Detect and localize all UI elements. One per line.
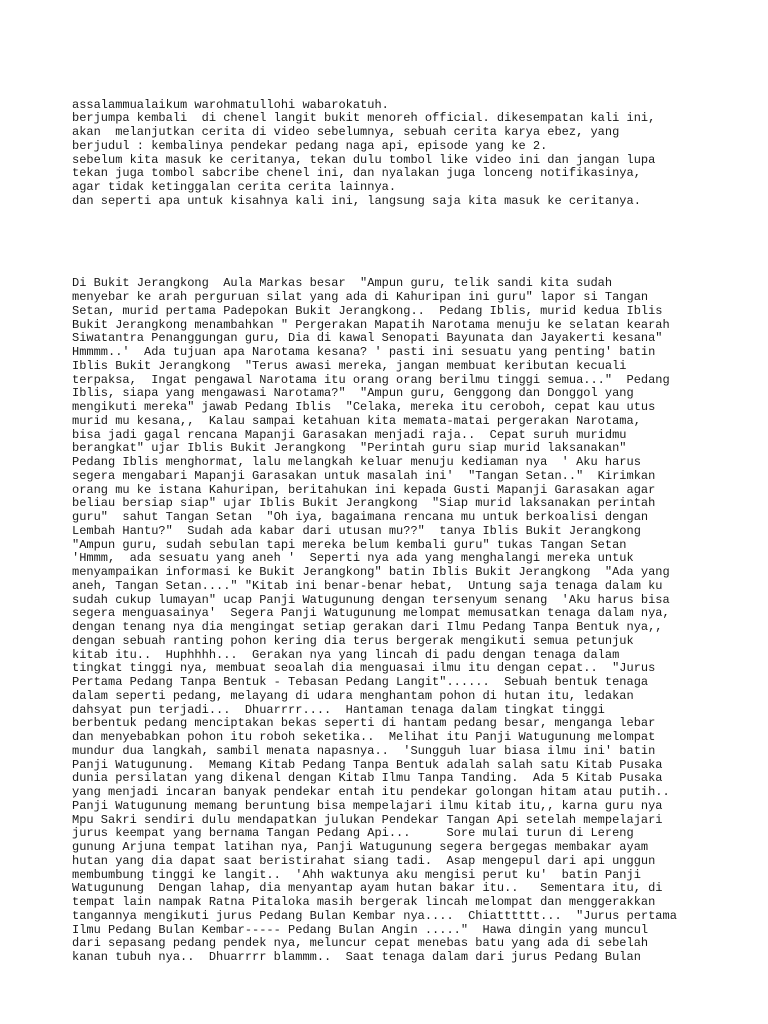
text-line: dalam seperti pedang, melayang di udara menghantam pohon di hutan itu, ledakan bbox=[72, 688, 634, 703]
text-line: Di Bukit Jerangkong Aula Markas besar "Ampun guru, telik sandi kita sudah bbox=[72, 276, 613, 291]
text-line: berangkat" ujar Iblis Bukit Jerangkong "Perintah guru siap murid laksanakan" bbox=[72, 441, 627, 456]
text-line: Watugunung Dengan lahap, dia menyantap ayam hutan bakar itu.. Sementara itu, di bbox=[72, 881, 663, 896]
text-line: akan melanjutkan cerita di video sebelumnya, sebuah cerita karya ebez, yang bbox=[72, 125, 620, 139]
intro-paragraph bbox=[72, 99, 712, 209]
text-line: tingkat tinggi nya, membuat seoalah dia menguasai ilmu itu dengan cepat.. "Jurus bbox=[72, 661, 656, 676]
text-line: dengan tenang nya dia mengingat setiap gerakan dari Ilmu Pedang Tanpa Bentuk nya,, bbox=[72, 620, 663, 634]
text-line: Hmmmm..' Ada tujuan apa Narotama kesana? ' pasti ini sesuatu yang penting' batin bbox=[72, 345, 656, 359]
text-line: dari sepasang pedang pendek nya, meluncur cepat menebas batu yang ada di sebelah bbox=[72, 936, 649, 951]
text-line: kitab itu.. Huphhhh... Gerakan nya yang lincah di padu dengan tenaga dalam bbox=[72, 647, 620, 662]
text-line: berjumpa kembali di chenel langit bukit menoreh official. dikesempatan kali ini, bbox=[72, 111, 656, 126]
text-line: membumbung tinggi ke langit.. 'Ahh waktunya aku mengisi perut ku' batin Panji bbox=[72, 867, 641, 882]
text-line: segera menguasainya' Segera Panji Watugunung melompat memusatkan tenaga dalam nya, bbox=[72, 606, 670, 621]
text-line: aneh, Tangan Setan...." "Kitab ini benar-benar hebat, Untung saja tenaga dalam ku bbox=[72, 578, 663, 593]
text-line: 'Hmmm, ada sesuatu yang aneh ' Seperti nya ada yang menghalangi mereka untuk bbox=[72, 551, 634, 566]
text-line: murid mu kesana,, Kalau sampai ketahuan kita memata-matai pergerakan Narotama, bbox=[72, 413, 641, 428]
text-line: mengikuti mereka" jawab Pedang Iblis "Celaka, mereka itu ceroboh, cepat kau utus bbox=[72, 400, 656, 414]
text-line: orang mu ke istana Kahuripan, beritahukan ini kepada Gusti Mapanji Garasakan agar bbox=[72, 482, 656, 497]
text-line: agar tidak ketinggalan cerita cerita lainnya. bbox=[72, 180, 397, 194]
text-line: Siwatantra Penanggungan guru, Dia di kawal Senopati Bayunata dan Jayakerti kesana" bbox=[72, 331, 663, 346]
text-line: tekan juga tombol sabcribe chenel ini, dan nyalakan juga lonceng notifikasinya, bbox=[72, 166, 641, 181]
text-line: guru" sahut Tangan Setan "Oh iya, bagaimana rencana mu untuk berkoalisi dengan bbox=[72, 510, 649, 524]
text-line: gunung Arjuna tempat latihan nya, Panji Watugunung segera bergegas membakar ayam bbox=[72, 840, 649, 854]
text-line: sudah cukup lumayan" ucap Panji Watugunung dengan tersenyum senang 'Aku harus bisa bbox=[72, 592, 670, 607]
text-line: berbentuk pedang menciptakan bekas seperti di hantam pedang besar, menganga lebar bbox=[72, 716, 656, 731]
text-line: Iblis Bukit Jerangkong "Terus awasi mereka, jangan membuat keributan kecuali bbox=[72, 358, 627, 373]
text-line: menyampaikan informasi ke Bukit Jerangkong" batin Iblis Bukit Jerangkong "Ada yang bbox=[72, 565, 670, 579]
text-line: dan menyebabkan pohon itu roboh seketika.. Melihat itu Panji Watugunung melompat bbox=[72, 730, 656, 744]
text-line: menyebar ke arah perguruan silat yang ada di Kahuripan ini guru" lapor si Tangan bbox=[72, 290, 649, 304]
text-line: Pertama Pedang Tanpa Bentuk - Tebasan Pedang Langit"...... Sebuah bentuk tenaga bbox=[72, 675, 649, 689]
text-line: jurus keempat yang bernama Tangan Pedang Api... Sore mulai turun di Lereng bbox=[72, 826, 634, 841]
text-line: beliau bersiap siap" ujar Iblis Bukit Jerangkong "Siap murid laksanakan perintah bbox=[72, 496, 656, 511]
text-line: Panji Watugunung memang beruntung bisa mempelajari ilmu kitab itu,, karna guru nya bbox=[72, 798, 663, 813]
text-line: Ilmu Pedang Bulan Kembar----- Pedang Bulan Angin ....." Hawa dingin yang muncul bbox=[72, 922, 649, 937]
text-line: dan seperti apa untuk kisahnya kali ini, langsung saja kita masuk ke ceritanya. bbox=[72, 193, 641, 208]
text-line: yang menjadi incaran banyak pendekar entah itu pendekar golongan hitam atau putih.. bbox=[72, 785, 670, 799]
text-line: Setan, murid pertama Padepokan Bukit Jerangkong.. Pedang Iblis, murid kedua Iblis bbox=[72, 303, 663, 318]
text-line: Bukit Jerangkong menambahkan " Pergerakan Mapatih Narotama menuju ke selatan kearah bbox=[72, 317, 670, 332]
text-line: tangannya mengikuti jurus Pedang Bulan Kembar nya.... Chiatttttt... "Jurus pertama bbox=[72, 908, 677, 923]
text-line: berjudul : kembalinya pendekar pedang naga api, episode yang ke 2. bbox=[72, 138, 548, 153]
text-line: mundur dua langkah, sambil menata napasnya.. 'Sungguh luar biasa ilmu ini' batin bbox=[72, 743, 656, 758]
story-paragraph bbox=[72, 277, 712, 965]
text-line: segera mengabari Mapanji Garasakan untuk masalah ini' "Tangan Setan.." Kirimkan bbox=[72, 468, 656, 483]
text-line: terpaksa, Ingat pengawal Narotama itu orang orang berilmu tinggi semua..." Pedang bbox=[72, 372, 670, 387]
text-line: hutan yang dia dapat saat beristirahat siang tadi. Asap mengepul dari api unggun bbox=[72, 853, 656, 868]
text-line: Iblis, siapa yang mengawasi Narotama?" "Ampun guru, Genggong dan Donggol yang bbox=[72, 386, 634, 401]
text-line: Lembah Hantu?" Sudah ada kabar dari utusan mu??" tanya Iblis Bukit Jerangkong bbox=[72, 523, 641, 538]
text-line: dengan sebuah ranting pohon kering dia terus bergerak mengikuti semua petunjuk bbox=[72, 633, 634, 648]
document-text bbox=[72, 71, 712, 992]
text-line: assalammualaikum warohmatullohi wabarokatuh. bbox=[72, 97, 389, 112]
text-line: kanan tubuh nya.. Dhuarrrr blammm.. Saat tenaga dalam dari jurus Pedang Bulan bbox=[72, 950, 641, 964]
paragraph-gap bbox=[72, 236, 712, 250]
text-line: bisa jadi gagal rencana Mapanji Garasakan menjadi raja.. Cepat suruh muridmu bbox=[72, 427, 627, 442]
text-line: dahsyat pun terjadi... Dhuarrrr.... Hantaman tenaga dalam tingkat tinggi bbox=[72, 702, 605, 717]
text-line: Pedang Iblis menghormat, lalu melangkah keluar menuju kediaman nya ' Aku harus bbox=[72, 455, 641, 469]
text-line: tempat lain nampak Ratna Pitaloka masih bergerak lincah melompat dan menggerakkan bbox=[72, 895, 656, 909]
text-line: Panji Watugunung. Memang Kitab Pedang Tanpa Bentuk adalah salah satu Kitab Pusaka bbox=[72, 757, 663, 772]
text-line: sebelum kita masuk ke ceritanya, tekan dulu tombol like video ini dan jangan lupa bbox=[72, 152, 656, 167]
text-line: dunia persilatan yang dikenal dengan Kitab Ilmu Tanpa Tanding. Ada 5 Kitab Pusaka bbox=[72, 771, 663, 786]
text-line: Mpu Sakri sendiri dulu mendapatkan julukan Pendekar Tangan Api setelah mempelajari bbox=[72, 812, 663, 827]
text-line: "Ampun guru, sudah sebulan tapi mereka belum kembali guru" tukas Tangan Setan bbox=[72, 537, 627, 552]
